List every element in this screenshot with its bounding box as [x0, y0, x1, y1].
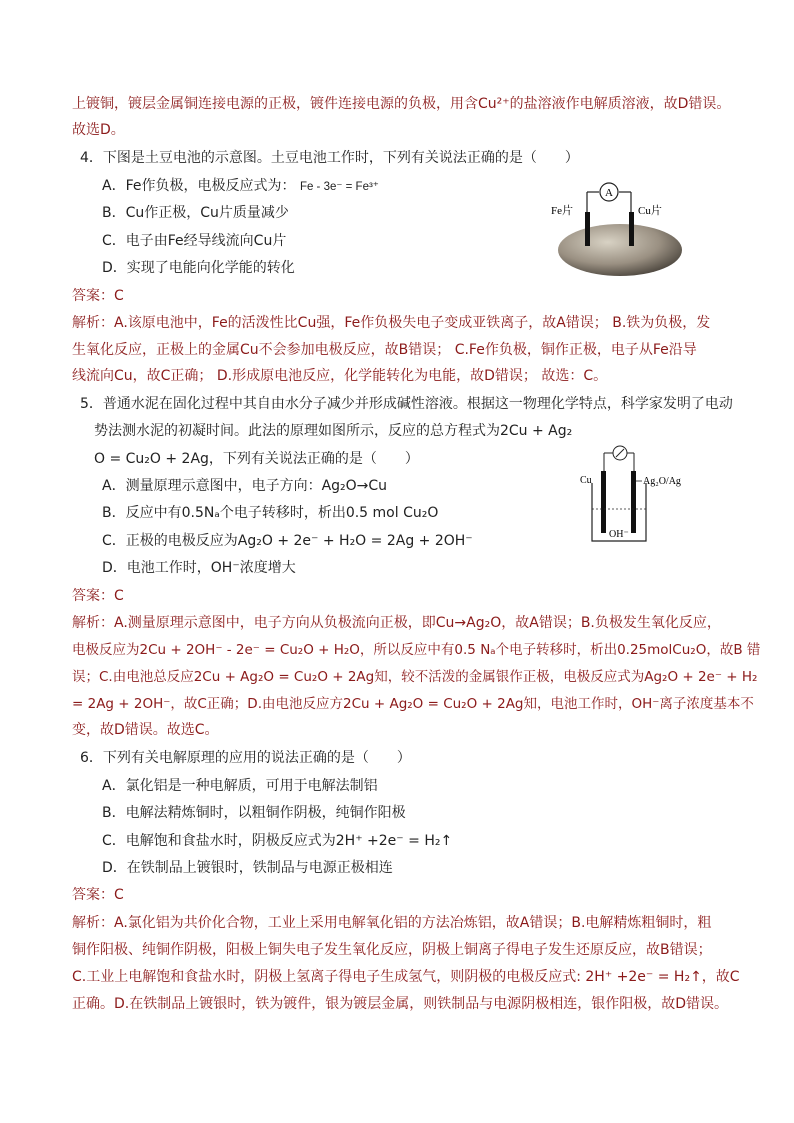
q5-option-d: D．电池工作时，OH⁻浓度增大 [102, 560, 296, 576]
q5-analysis-4: = 2Ag + 2OH⁻，故C正确；D.由电池反应方2Cu + Ag₂O = Cu₂O + 2Ag知，电池工作时，OH⁻离子浓度基本不 [72, 696, 754, 712]
cu-label: Cu片 [638, 205, 662, 217]
q4-answer: 答案：C [72, 288, 124, 304]
q4-option-a [102, 176, 379, 197]
q5-stem-2: 势法测水泥的初凝时间。此法的原理如图所示，反应的总方程式为2Cu + Ag₂ [94, 423, 573, 439]
q6-analysis-1: 解析：A.氯化铝为共价化合物，工业上采用电解氧化铝的方法冶炼铝，故A错误；B.电解精炼粗铜时，粗 [72, 915, 712, 931]
q5-analysis-2: 电极反应为2Cu + 2OH⁻ - 2e⁻ = Cu₂O + H₂O，所以反应中有0.5 Nₐ个电子转移时，析出0.25molCu₂O，故B 错 [72, 642, 761, 658]
q6-option-c: C．电解饱和食盐水时，阴极反应式为2H⁺ +2e⁻ = H₂↑ [102, 833, 453, 849]
q6-option-a: A．氯化铝是一种电解质，可用于电解法制铝 [102, 778, 378, 794]
q6-answer: 答案：C [72, 887, 124, 903]
q5-option-c: C．正极的电极反应为Ag₂O + 2e⁻ + H₂O = 2Ag + 2OH⁻ [102, 533, 473, 549]
potato-body [558, 224, 682, 276]
ag2o-label: Ag₂O/Ag [643, 476, 681, 487]
cement-cell-figure [578, 443, 698, 548]
q4-option-d: D．实现了电能向化学能的转化 [102, 260, 295, 276]
q6-analysis-2: 铜作阳极、纯铜作阴极，阳极上铜失电子发生氧化反应，阴极上铜离子得电子发生还原反应，故B错误； [72, 942, 712, 958]
q4-analysis-3: 线流向Cu，故C正确； D.形成原电池反应，化学能转化为电能，故D错误； 故选：C。 [72, 368, 608, 384]
q4-analysis-2: 生氧化反应，正极上的金属Cu不会参加电极反应，故B错误； C.Fe作负极，铜作正极，电子从Fe沿导 [72, 342, 697, 358]
q5-answer: 答案：C [72, 588, 124, 604]
q6-option-b: B．电解法精炼铜时，以粗铜作阴极，纯铜作阳极 [102, 805, 406, 821]
q4-option-a-formula: Fe - 3e⁻ = Fe³⁺ [299, 181, 379, 193]
continued-analysis-line-1: 上镀铜，镀层金属铜连接电源的正极，镀件连接电源的负极，用含Cu²⁺的盐溶液作电解质溶液，故D错误。 [72, 96, 731, 112]
potato-battery-figure [545, 172, 695, 282]
q4-option-a-label: A．Fe作负极，电极反应式为： [102, 178, 296, 194]
q6-option-d: D．在铁制品上镀银时，铁制品与电源正极相连 [102, 860, 393, 876]
q5-option-b: B．反应中有0.5Nₐ个电子转移时，析出0.5 mol Cu₂O [102, 505, 439, 521]
q4-stem: 4．下图是土豆电池的示意图。土豆电池工作时，下列有关说法正确的是（ ） [80, 150, 579, 166]
q5-stem-1: 5．普通水泥在固化过程中其自由水分子减少并形成碱性溶液。根据这一物理化学特点，科学家发明了电动 [80, 396, 733, 412]
q4-analysis-1: 解析：A.该原电池中，Fe的活泼性比Cu强，Fe作负极失电子变成亚铁离子，故A错误； B.铁为负极，发 [72, 315, 711, 331]
ag2o-electrode [631, 471, 636, 533]
q4-option-c: C．电子由Fe经导线流向Cu片 [102, 233, 287, 249]
continued-analysis-line-2: 故选D。 [72, 122, 125, 138]
cu-plate [629, 212, 634, 246]
q5-analysis-5: 变，故D错误。故选C。 [72, 722, 219, 738]
q5-option-a: A．测量原理示意图中，电子方向：Ag₂O→Cu [102, 478, 388, 494]
q6-analysis-3: C.工业上电解饱和食盐水时，阴极上氢离子得电子生成氢气，则阴极的电极反应式: 2H⁺ +2e⁻ = H₂↑，故C [72, 969, 740, 985]
cu-electrode-label: Cu [580, 475, 592, 486]
ammeter-label: A [605, 187, 613, 199]
fe-plate [585, 212, 590, 246]
q6-stem: 6．下列有关电解原理的应用的说法正确的是（ ） [80, 750, 411, 766]
cu-electrode [601, 471, 606, 533]
q5-analysis-3: 误；C.由电池总反应2Cu + Ag₂O = Cu₂O + 2Ag知，较不活泼的金属银作正极，电极反应式为Ag₂O + 2e⁻ + H₂ [72, 669, 758, 685]
q4-option-b: B．Cu作正极，Cu片质量减少 [102, 205, 289, 221]
q5-analysis-1: 解析：A.测量原理示意图中，电子方向从负极流向正极，即Cu→Ag₂O，故A错误；B.负极发生氧化反应， [72, 615, 721, 631]
q6-analysis-4: 正确。D.在铁制品上镀银时，铁为镀件，银为镀层金属，则铁制品与电源阴极相连，银作阳极，故D错误。 [72, 996, 729, 1012]
q5-stem-3: O = Cu₂O + 2Ag，下列有关说法正确的是（ ） [94, 451, 419, 467]
solution-label: OH⁻ [609, 529, 629, 540]
fe-label: Fe片 [551, 205, 573, 217]
